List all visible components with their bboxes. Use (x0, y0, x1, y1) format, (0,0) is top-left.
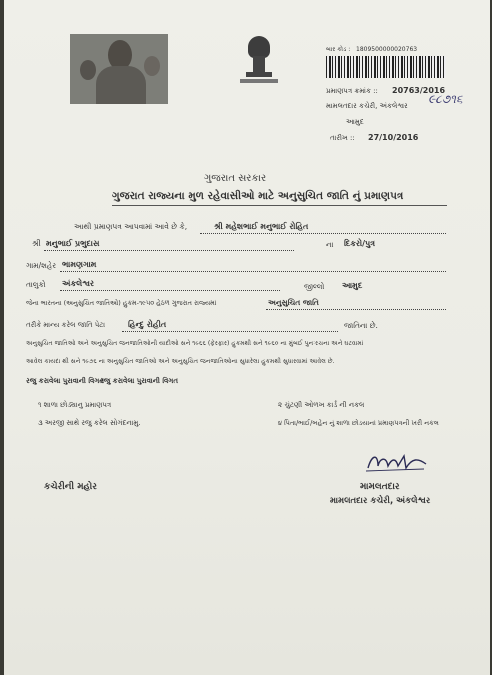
office-stamp: કચેરીની મહોર (44, 482, 97, 492)
docs-heading: રજુ કરાવેલા પુરાવાની વિગત (26, 377, 105, 385)
officer-title: મામલતદાર (360, 482, 400, 492)
caste-dotted-line (122, 331, 338, 332)
office-city: આમુદ (346, 118, 364, 126)
taluka: અંકલેશ્વર (62, 279, 95, 288)
relation: દિકરો/પુત્ર (344, 239, 376, 248)
doc-item-2: ૨ ચુંટણી ઓળખ કાર્ડ ની નકલ (278, 401, 365, 409)
category: અનુસુચિત જાતિ (268, 298, 319, 307)
officer-signature (364, 452, 430, 474)
cert-no-label: પ્રમાણપત્ર ક્રમાંક :: (326, 87, 378, 95)
doc-item-4: ૪ પિતા/ભાઈ/બહેન નું શાળા છોડયાનાં પ્રમાણપત્રની ખરી નકલ (278, 419, 439, 427)
intro-text: આથી પ્રમાણપત્ર આપવામાં આવે છે કે, (74, 222, 188, 231)
relation-prefix: ના (326, 240, 334, 249)
village-dotted-line (60, 271, 446, 272)
order-text: જેના ભારતના (અનુસુચિત જાતિઓ) હુકમ-૧૯૫૦ હેઠળ ગુજરાત રાજ્યમાં (26, 299, 217, 307)
legal-para-2: આવેલ કાયદા થી સને ૧૯૭૬ ના અનુસુચિત જાતિઓ અને અનુસુચિત જનજાતિઓના સુધારેલા હુકમથી સુધારવામાં આવેલ છે. (26, 358, 335, 365)
barcode (326, 56, 446, 78)
applicant-photo (70, 34, 168, 104)
title-underline (112, 205, 447, 206)
parent-prefix: શ્રી (32, 239, 41, 248)
office-line: મામલતદાર કચેરી, અંકલેશ્વર (326, 102, 408, 110)
date-label: તારીખ :: (330, 134, 355, 142)
barcode-number: 1809500000020763 (356, 46, 418, 53)
category-dotted-line (266, 309, 446, 310)
officer-office: મામલતદાર કચેરી, અંકલેશ્વર (330, 496, 431, 506)
district-label: જીલ્લો (304, 282, 325, 291)
doc-item-1: ૧ શાળા છોડ્યાનુ પ્રમાણપત્ર (38, 401, 112, 409)
applicant-name: શ્રી મહેશભાઈ મનુભાઈ રોહિત (214, 222, 309, 231)
cert-no-value: 20763/2016 (392, 86, 446, 95)
parent-name: મનુભાઈ પ્રભુદાસ (46, 239, 100, 248)
state-emblem-icon (240, 36, 278, 84)
name-dotted-line (200, 233, 446, 234)
caste: હિન્દુ રોહીત (128, 320, 167, 329)
doc-item-3: ૩ અરજી સાથે રજુ કરેલ સોગંદનામુ. (38, 419, 141, 427)
district: આમુદ (342, 281, 363, 290)
village-label: ગામ/શહેર (26, 261, 57, 270)
parent-dotted-line (44, 250, 294, 251)
gov-title: ગુજરાત સરકાર (204, 173, 267, 184)
handwritten-number: ૯૮૭૧૬ (428, 92, 463, 106)
taluka-label: તાલુકો (26, 280, 46, 289)
caste-prefix: તરીકે માન્ય કરેલ જાતિ પેટા (26, 321, 106, 329)
village: ભામણગામ (62, 260, 97, 269)
barcode-label: બાર કોડ : (326, 46, 351, 53)
certificate-page (4, 0, 490, 675)
taluka-dotted-line (60, 290, 280, 291)
legal-para-1: અનુસુચિત જાતિઓ અને અનુસુચિત જનજાતિઓની યાદીઓ સને ૧૯૬૬ (ફેરફાર) હુકમથી સને ૧૯૬૦ ના મુંબઈ પુનઃરચના અને ઘટવામાં (26, 340, 364, 347)
certificate-title: ગુજરાત રાજ્યના મુળ રહેવાસીઓ માટે અનુસુચિત જાતિ નું પ્રમાણપત્ર (112, 190, 404, 202)
date-value: 27/10/2016 (368, 133, 419, 142)
docs-heading-repeat: રજુ કરાવેલા પુરાવાની વિગત (100, 377, 179, 385)
caste-suffix: જાતિના છે. (344, 321, 378, 330)
